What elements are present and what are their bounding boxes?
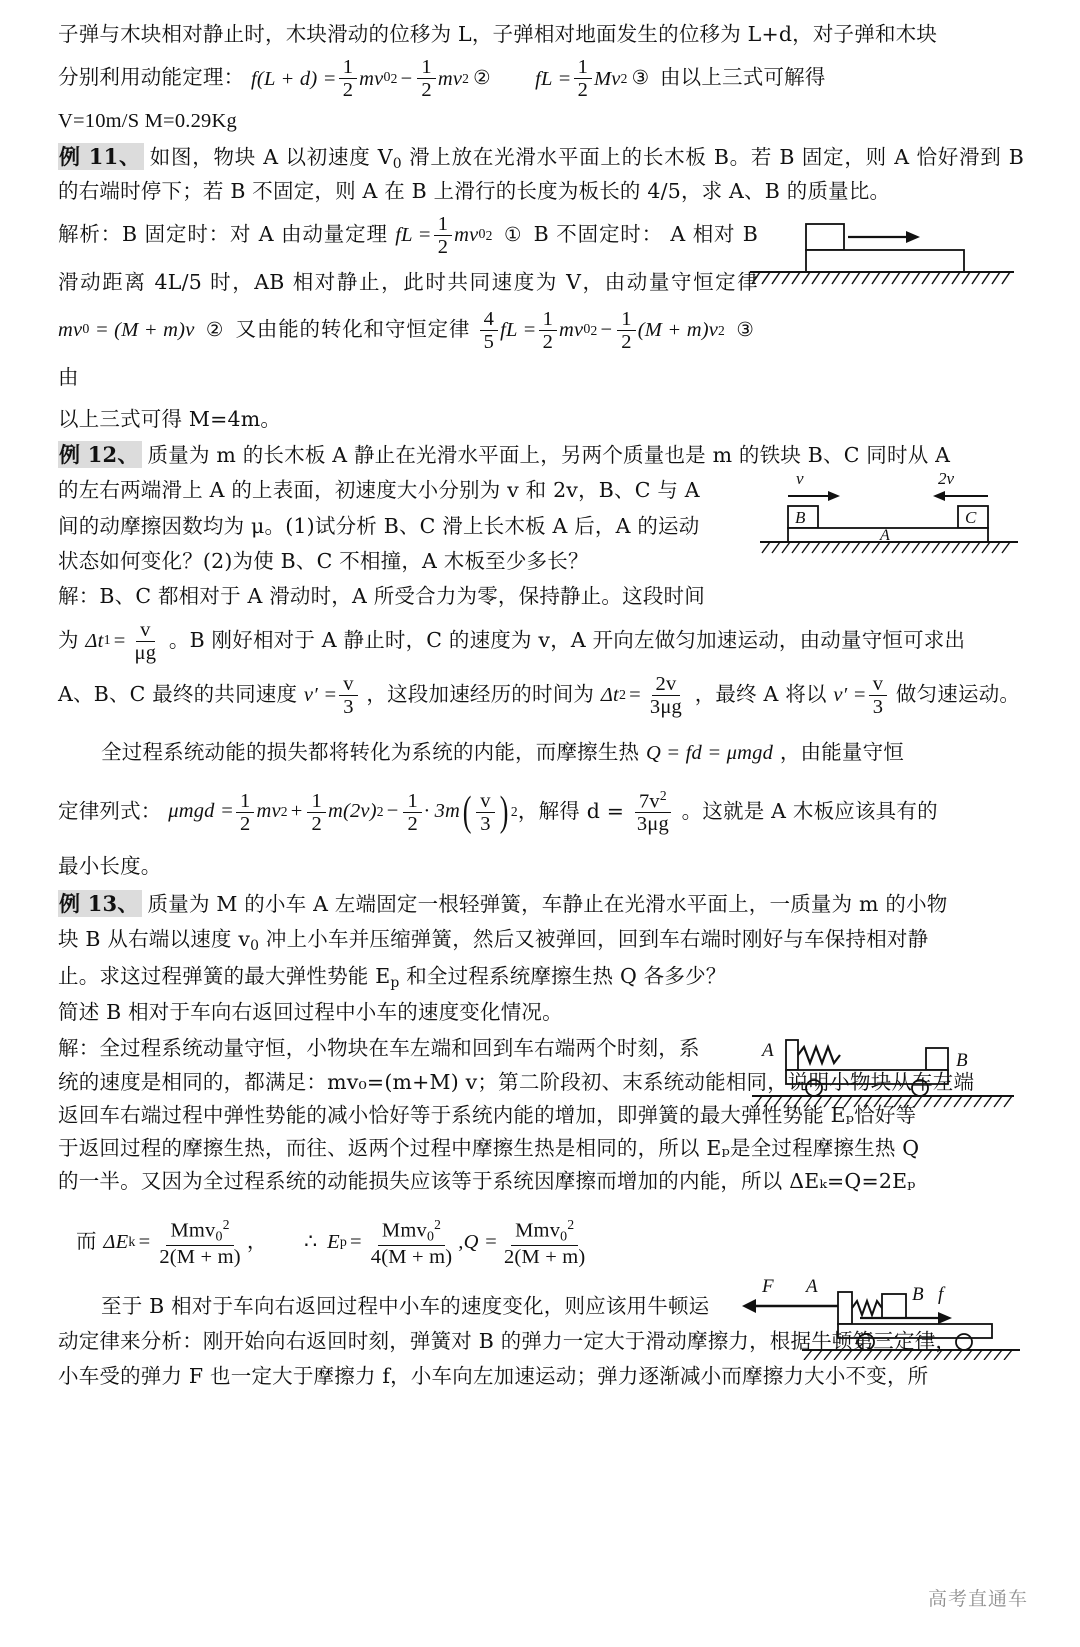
- fraction-Mmv0-over-2Mm-b: $\frac{Mmv_0^2}{2(M + m)}$: [503, 1217, 586, 1268]
- eq-lhs: f(L + d) =: [251, 67, 337, 90]
- equation-delta-t2: Δt 2 = $\frac{2v}{3\mu g}$: [601, 670, 688, 721]
- q3-tail: 和全过程系统摩擦生热 Q 各多少？: [399, 963, 727, 988]
- intro-equation-3: fL = $\frac{1}{2}$ Mv 2 ③: [535, 56, 650, 102]
- example-11-equation-1: fL = $\frac{1}{2}$ mv 0 2: [395, 212, 493, 258]
- fraction-half: $\frac{1}{2}$: [339, 56, 357, 101]
- figure-label-a: A: [806, 1276, 818, 1297]
- figure-label-b: B: [795, 508, 806, 527]
- figure-label-a: A: [880, 527, 890, 544]
- figure-label-b: B: [956, 1050, 968, 1071]
- example-13-label: 例 13、: [58, 890, 142, 917]
- example-12-q1: 质量为 m 的长木板 A 静止在光滑水平面上，另两个质量也是 m 的铁块 B、C 同时从 A: [147, 443, 951, 468]
- fraction-half-2: $\frac{1}{2}$: [417, 56, 435, 101]
- example-13-solution-line-5: 的一半。又因为全过程系统的动能损失应该等于系统因摩擦而增加的内能，所以 ΔEₖ=Q=2Eₚ: [58, 1169, 916, 1194]
- eq-Mv: Mv: [594, 67, 621, 90]
- example-11-equation-3: $\frac{4}{5}$ fL = $\frac{1}{2}$ mv 0 2 − $\frac{1}{2}$ (M + m)v 2: [478, 307, 725, 354]
- minus-sign: −: [400, 67, 413, 90]
- example-12-last-line: 最小长度。: [58, 854, 162, 879]
- result-tail: 。这就是 A 木板应该具有的: [681, 798, 938, 823]
- example-12-question-line-2: 的左右两端滑上 A 的上表面，初速度大小分别为 v 和 2v，B、C 与 A: [58, 478, 700, 503]
- example-13-solution-line-1: 解：全过程系统动量守恒，小物块在车左端和回到车右端两个时刻，系: [58, 1035, 700, 1060]
- example-13-solution-line-2: 统的速度是相同的，都满足：mv₀=(m+M) v；第二阶段初、末系统动能相同，说明小物块从车左端: [58, 1069, 975, 1094]
- example-12-solution-line-3: [58, 669, 1024, 721]
- solution-tail: 做匀速运动。: [895, 682, 1021, 707]
- subscript-p: p: [390, 974, 400, 991]
- example-11-question: [58, 140, 1024, 209]
- comma-1: ，: [246, 1229, 268, 1254]
- therefore-symbol: ∴: [304, 1229, 318, 1254]
- intro-equation-2: f(L + d) = $\frac{1}{2}$ mv 0 2 − $\frac{1}{2}$ mv 2 ②: [251, 56, 491, 102]
- figure-label-c: C: [965, 508, 977, 527]
- example-12-question-line-3: 间的动摩擦因数均为 μ。(1)试分析 B、C 滑上长木板 A 后，A 的运动: [58, 513, 700, 538]
- eq-Q-label: ,Q =: [458, 1231, 498, 1254]
- equation-d-result: [631, 789, 675, 836]
- intro-lead-text: 分别利用动能定理：: [58, 65, 245, 90]
- solution-tail: 。B 刚好相对于 A 静止时，C 的速度为 v，A 开向左做匀加速运动，由动量守恒可求出: [168, 628, 966, 653]
- example-11-equation-2: mv 0 = (M + m)v: [58, 318, 195, 341]
- solution-mid: ，这段加速经历的时间为: [366, 682, 595, 707]
- fraction-half-1: $\frac{1}{2}$: [236, 790, 254, 835]
- intro-equation-line: [58, 53, 1024, 103]
- example-13-tail-line-2: 动定律来分析：刚开始向右返回时刻，弹簧对 B 的弹力一定大于滑动摩擦力，根据牛顿第三定律，: [58, 1328, 957, 1353]
- example-13-solution-line-3: 返回车右端过程中弹性势能的减小恰好等于系统内能的增加，即弹簧的最大弹性势能 Eₚ恰好等: [58, 1102, 917, 1127]
- fraction-half: $\frac{1}{2}$: [434, 213, 452, 258]
- q3-text: 止。求这过程弹簧的最大弹性势能 E: [58, 963, 391, 988]
- solve-text: ，解得 d =: [517, 798, 625, 823]
- equation-number-3: ③: [631, 67, 650, 89]
- figure-label-v: v: [796, 469, 804, 488]
- energy-tail: ，由能量守恒: [779, 739, 905, 764]
- q2-text: 块 B 从右端以速度 v: [58, 927, 251, 952]
- fraction-half-2: $\frac{1}{2}$: [617, 308, 635, 353]
- example-12-solution-line-1: 解：B、C 都相对于 A 滑动时，A 所受合力为零，保持静止。这段时间: [58, 584, 705, 609]
- equation-v-prime: v′ = $\frac{v}{3}$: [304, 670, 360, 721]
- left-paren: (: [462, 789, 472, 836]
- solution-middle-2: 又由能的转化和守恒定律: [235, 316, 471, 341]
- equation-number-3: ③: [736, 317, 755, 341]
- example-13-final-equations: [58, 1211, 1024, 1273]
- example-13-question-line-4: 简述 B 相对于车向右返回过程中小车的速度变化情况。: [58, 1000, 563, 1025]
- equation-Q: Q = fd = μmgd: [645, 741, 774, 764]
- intro-line-1: 子弹与木块相对静止时，木块滑动的位移为 L，子弹相对地面发生的位移为 L+d，对子弹和木块: [58, 22, 938, 46]
- example-13-question-line-1: [58, 887, 1024, 921]
- solution-lead: A、B、C 最终的共同速度: [58, 682, 298, 707]
- example-13-solution-line-4: 于返回过程的摩擦生热，而往、返两个过程中摩擦生热是相同的，所以 Eₚ是全过程摩擦生热 Q: [58, 1136, 920, 1161]
- example-12-label: 例 12、: [58, 441, 142, 468]
- q2-tail: 冲上小车并压缩弹簧，然后又被弹回，回到车右端时刚好与车保持相对静: [259, 927, 929, 952]
- figure-label-f-force: F: [762, 1276, 774, 1297]
- solution-middle: B 不固定时： A 相对 B 滑动距离 4L/5 时，AB 相对静止，此时共同速度为 V，由动量守恒定律: [58, 221, 759, 294]
- fraction-half: $\frac{1}{2}$: [539, 308, 557, 353]
- fraction-v-over-3: $\frac{v}{3}$: [476, 790, 494, 835]
- equation-number-1: ①: [503, 222, 523, 246]
- example-13-tail-line-1: 至于 B 相对于车向右返回过程中小车的速度变化，则应该用牛顿运: [101, 1293, 710, 1318]
- equation-delta-t1: Δt 1 = $\frac{v}{\mu g}$: [85, 616, 162, 667]
- fraction-v-over-3: $\frac{v}{3}$: [339, 673, 357, 718]
- figure-label-f-friction: f: [938, 1284, 944, 1305]
- figure-label-2v: 2v: [938, 469, 955, 488]
- subscript-zero: 0: [250, 938, 260, 955]
- solution-lead: 为: [58, 628, 79, 653]
- solution-end-lead: 由: [58, 364, 79, 389]
- eq-fL: fL =: [535, 67, 572, 90]
- figure-label-a: A: [762, 1040, 774, 1061]
- fraction-v-over-mu-g: $\frac{v}{\mu g}$: [134, 619, 157, 665]
- equation-number-2: ②: [205, 317, 225, 341]
- example-11-text-a: 如图，物块 A 以初速度 V: [149, 144, 393, 169]
- eq-mv: mv: [437, 67, 463, 90]
- document-body: [58, 18, 1024, 1395]
- example-12-final-equation-line: [58, 780, 1024, 844]
- eq-mv0: mv: [359, 67, 384, 90]
- fraction-7v2-over-3mu-g: $\frac{7v^2}{3\mu g}$: [636, 787, 669, 836]
- watermark: 高考直通车: [927, 1588, 1028, 1610]
- example-12-question-line-1: [58, 438, 1024, 472]
- fraction-v-over-3-b: $\frac{v}{3}$: [869, 673, 887, 718]
- figure-label-b: B: [912, 1284, 924, 1305]
- equation-Ep: E p = $\frac{Mmv_0^2}{4(M + m)}$ ,Q = $\frac{Mmv_0^2}{2(M + m)}$: [327, 1212, 591, 1274]
- subscript-zero: 0: [392, 155, 402, 172]
- equation-v-prime-2: v′ = $\frac{v}{3}$: [833, 670, 889, 721]
- example-13-q1: 质量为 M 的小车 A 左端固定一根轻弹簧，车静止在光滑水平面上，一质量为 m 的小物: [147, 892, 948, 917]
- example-12-solution-line-2: [58, 615, 1024, 667]
- fraction-2v-over-3mu-g: $\frac{2v}{3\mu g}$: [649, 673, 682, 719]
- equation-delta-Ek: ΔE k = $\frac{Mmv_0^2}{2(M + m)}$: [103, 1212, 246, 1274]
- example-12-question-line-4: 状态如何变化？(2)为使 B、C 不相撞，A 木板至少多长？: [58, 548, 589, 573]
- right-paren: ): [499, 789, 509, 836]
- example-12-energy-equation: μmgd = $\frac{1}{2}$ mv 2 + $\frac{1}{2}$ m(2v) 2 − $\frac{1}{2}$ · 3m ( $\frac{v}{3}$ ) 2: [168, 789, 518, 836]
- example-11-label: 例 11、: [58, 143, 144, 170]
- intro-result-line: V=10m/S M=0.29Kg: [58, 109, 237, 132]
- equation-number-2: ②: [473, 67, 491, 89]
- example-13-question-line-2: [58, 923, 1024, 957]
- example-13-question-line-3: [58, 960, 758, 994]
- solution-lead: 解析：B 固定时：对 A 由动量定理: [58, 221, 388, 246]
- fraction-four-fifths: $\frac{4}{5}$: [480, 308, 498, 353]
- intro-tail-text: 由以上三式可解得: [659, 65, 826, 90]
- example-11-text-b: 滑上放在光滑水平面上的长木板 B。若 B 固定，则 A 恰好滑到 B 的右端时停下；若 B 不固定，则 A 在 B 上滑行的长度为板长的 4/5，求 A、B 的质量比。: [58, 144, 1024, 204]
- eq-lead: 而: [76, 1229, 97, 1254]
- example-11-solution: [58, 211, 758, 401]
- law-lead: 定律列式：: [58, 798, 162, 823]
- fraction-Mmv0-over-4Mm: $\frac{Mmv_0^2}{4(M + m)}$: [370, 1217, 453, 1268]
- energy-text: 全过程系统动能的损失都将转化为系统的内能，而摩擦生热: [101, 739, 640, 764]
- fraction-half-3: $\frac{1}{2}$: [574, 56, 592, 101]
- solution-mid-2: ，最终 A 将以: [694, 682, 827, 707]
- fraction-half-2: $\frac{1}{2}$: [307, 790, 325, 835]
- example-12-energy-paragraph: [58, 736, 1024, 770]
- fraction-Mmv0-over-2Mm: $\frac{Mmv_0^2}{2(M + m)}$: [159, 1217, 241, 1268]
- example-13-tail-line-3: 小车受的弹力 F 也一定大于摩擦力 f，小车向左加速运动；弹力逐渐减小而摩擦力大小不变，所: [58, 1364, 929, 1389]
- fraction-half-3: $\frac{1}{2}$: [403, 790, 421, 835]
- example-11-conclusion: 以上三式可得 M=4m。: [58, 407, 282, 432]
